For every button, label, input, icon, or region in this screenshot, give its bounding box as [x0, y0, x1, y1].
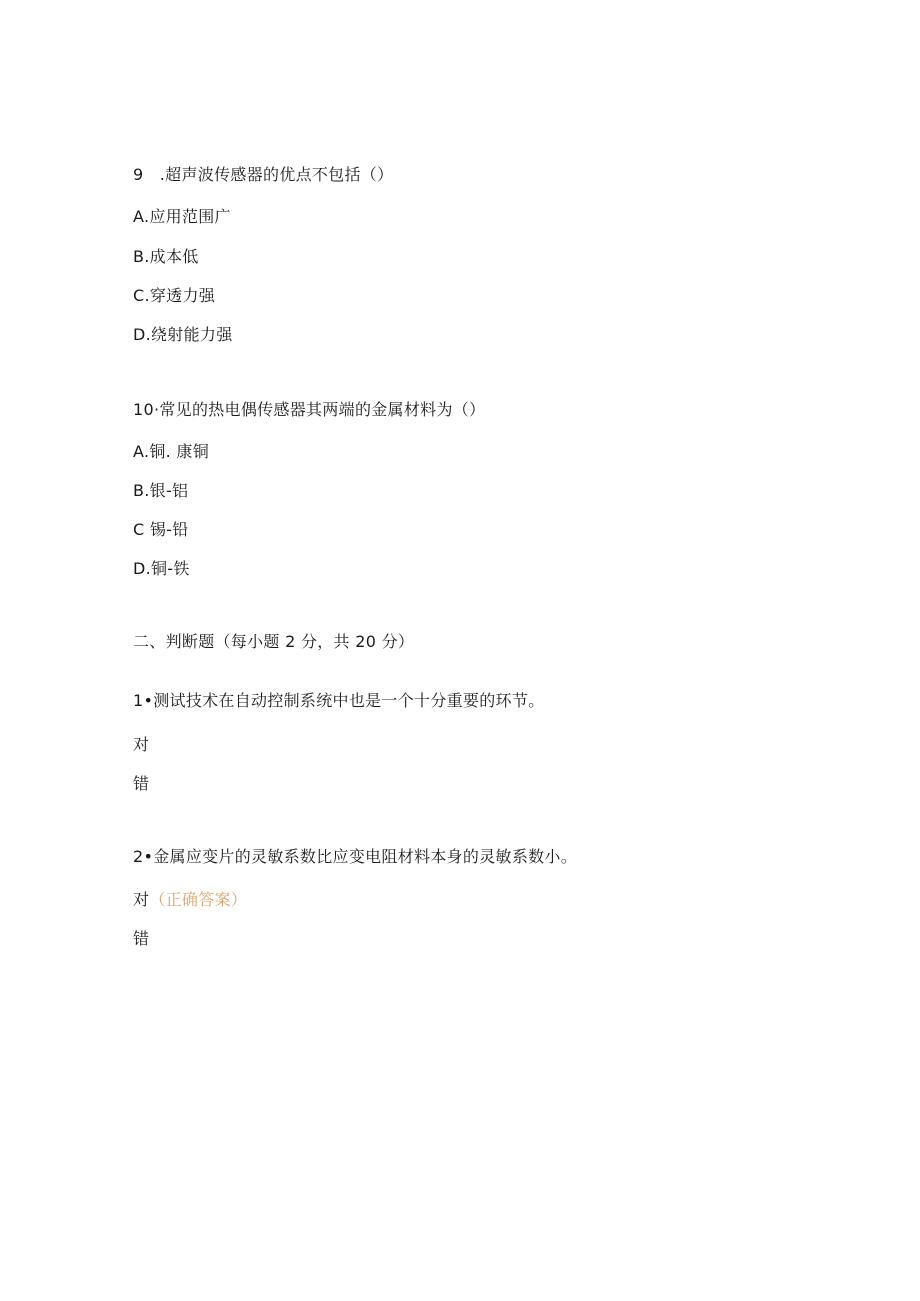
- question-10-option-c: C 锡-铅: [133, 520, 189, 539]
- question-9-option-a: A.应用范围广: [133, 207, 231, 226]
- question-10-stem: 10·常见的热电偶传感器其两端的金属材料为（）: [133, 400, 486, 419]
- judgment-2-option-true: 对: [133, 890, 150, 909]
- question-9-option-c: C.穿透力强: [133, 286, 216, 305]
- judgment-1-option-false: 错: [133, 774, 150, 793]
- question-9-option-d: D.绕射能力强: [133, 325, 233, 344]
- question-10-option-a: A.铜. 康铜: [133, 442, 210, 461]
- judgment-1-option-true: 对: [133, 735, 150, 754]
- section-title: 二、判断题（每小题 2 分，共 20 分）: [133, 632, 415, 651]
- judgment-2-stem: 2•金属应变片的灵敏系数比应变电阻材料本身的灵敏系数小。: [133, 847, 578, 866]
- question-9-option-b: B.成本低: [133, 247, 199, 266]
- question-10-option-b: B.银-铝: [133, 481, 189, 500]
- judgment-1-stem: 1•测试技术在自动控制系统中也是一个十分重要的环节。: [133, 691, 545, 710]
- judgment-2-option-false: 错: [133, 929, 150, 948]
- question-10-option-d: D.铜-铁: [133, 559, 190, 578]
- judgment-2-option-true-row: [133, 890, 247, 910]
- correct-answer-note: （正确答案）: [149, 890, 248, 909]
- question-9-stem: 9 .超声波传感器的优点不包括（）: [133, 165, 394, 184]
